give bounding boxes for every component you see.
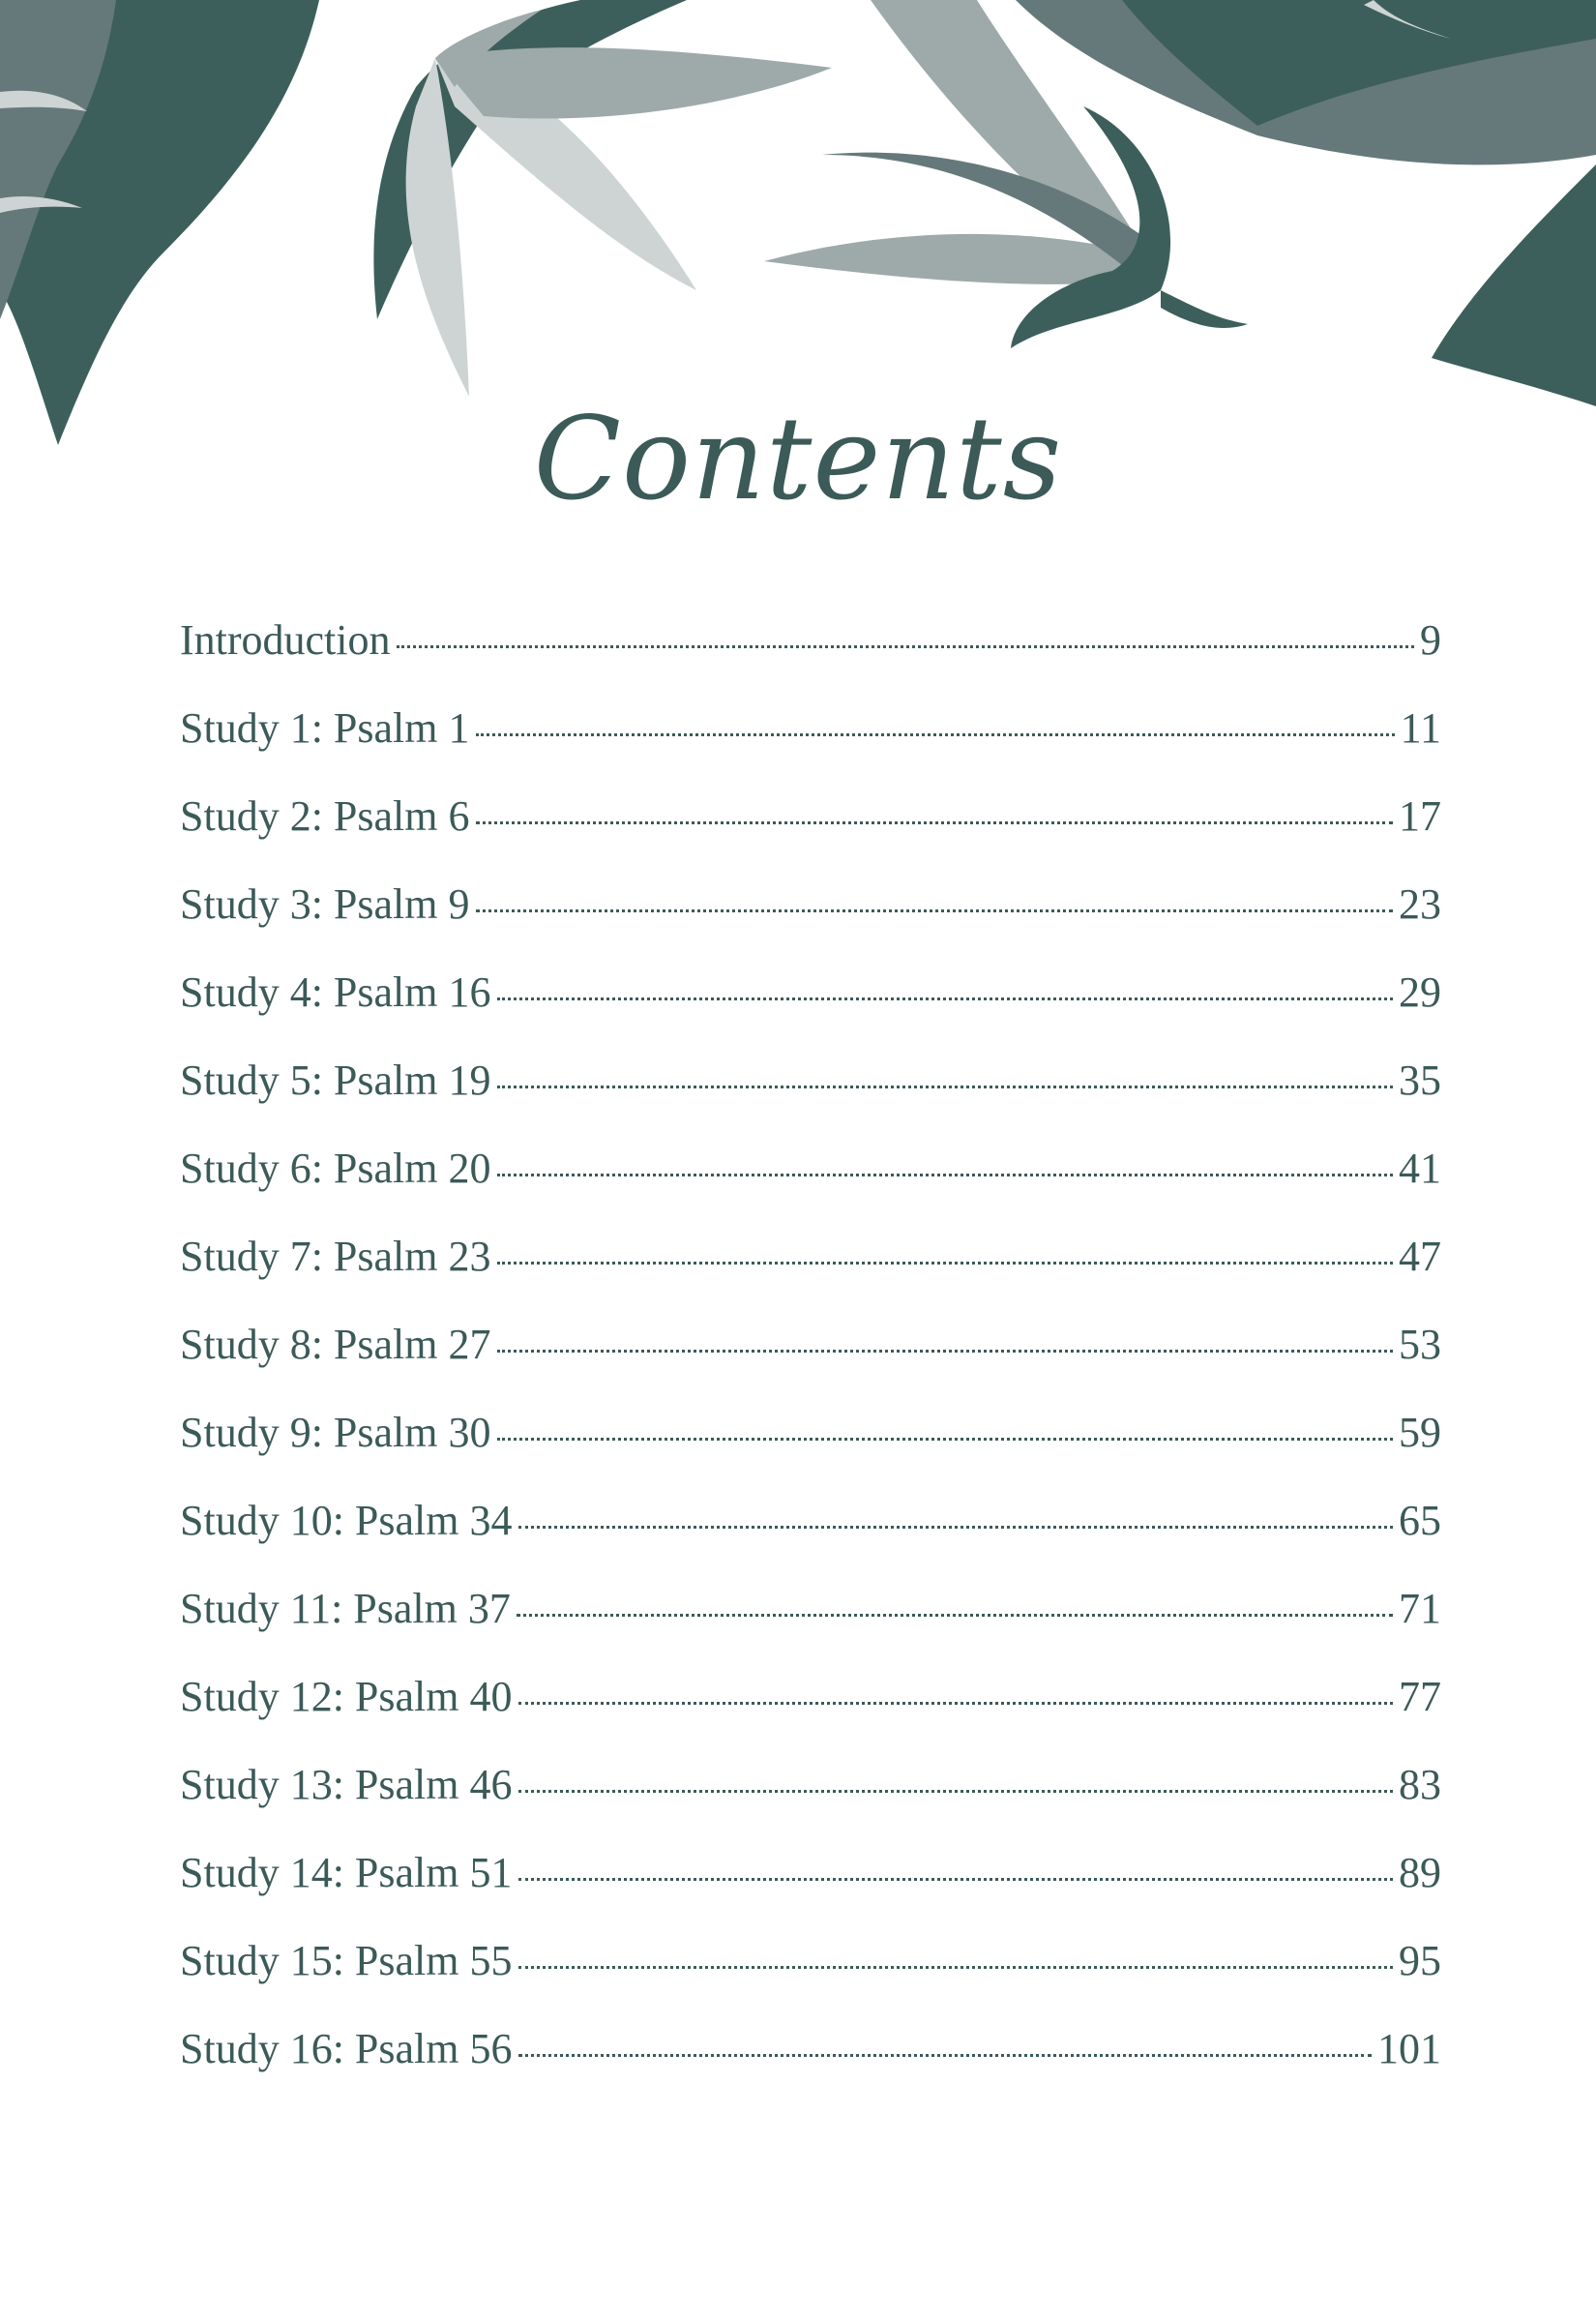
toc-entry-label: Study 16: Psalm 56 bbox=[180, 2025, 513, 2072]
toc-entry-page-number: 23 bbox=[1399, 880, 1441, 928]
toc-entry bbox=[180, 1673, 1441, 1764]
toc-entry bbox=[180, 1761, 1441, 1852]
petal-right-2 bbox=[764, 234, 1141, 284]
petal-light-3 bbox=[435, 47, 832, 118]
toc-entry-page-number: 11 bbox=[1400, 704, 1441, 752]
toc-entry-page-number: 83 bbox=[1399, 1761, 1441, 1808]
toc-dot-leader bbox=[497, 997, 1394, 1000]
botanical-leaves-icon bbox=[0, 0, 1596, 455]
toc-dot-leader bbox=[497, 1174, 1394, 1176]
toc-entry-page-number: 65 bbox=[1399, 1497, 1441, 1544]
toc-dot-leader bbox=[518, 1878, 1394, 1881]
toc-entry-label: Study 14: Psalm 51 bbox=[180, 1849, 513, 1896]
page-title: Contents bbox=[533, 392, 1063, 525]
toc-entry bbox=[180, 1497, 1441, 1588]
toc-entry-label: Study 4: Psalm 16 bbox=[180, 968, 491, 1016]
toc-entry-label: Study 11: Psalm 37 bbox=[180, 1585, 511, 1632]
toc-entry bbox=[180, 1937, 1441, 2028]
toc-dot-leader bbox=[518, 2054, 1373, 2057]
toc-dot-leader bbox=[518, 1790, 1394, 1793]
toc-entry-page-number: 101 bbox=[1377, 2025, 1441, 2072]
table-of-contents bbox=[180, 616, 1441, 2116]
toc-entry bbox=[180, 880, 1441, 971]
toc-entry-page-number: 17 bbox=[1399, 792, 1441, 840]
toc-dot-leader bbox=[397, 645, 1414, 648]
toc-entry-label: Study 3: Psalm 9 bbox=[180, 880, 470, 928]
toc-entry-label: Study 8: Psalm 27 bbox=[180, 1321, 491, 1368]
toc-entry bbox=[180, 704, 1441, 795]
toc-entry-label: Study 6: Psalm 20 bbox=[180, 1145, 491, 1192]
toc-entry-page-number: 59 bbox=[1399, 1409, 1441, 1456]
toc-entry-page-number: 89 bbox=[1399, 1849, 1441, 1896]
toc-dot-leader bbox=[497, 1086, 1394, 1088]
toc-entry bbox=[180, 2025, 1441, 2116]
toc-entry-page-number: 95 bbox=[1399, 1937, 1441, 1984]
toc-dot-leader bbox=[518, 1702, 1394, 1705]
toc-entry bbox=[180, 792, 1441, 883]
toc-entry-label: Study 9: Psalm 30 bbox=[180, 1409, 491, 1456]
toc-entry-label: Study 2: Psalm 6 bbox=[180, 792, 470, 840]
toc-entry-page-number: 29 bbox=[1399, 968, 1441, 1016]
toc-entry bbox=[180, 1147, 1441, 1235]
toc-entry-page-number: 41 bbox=[1399, 1145, 1441, 1192]
leaf-right-dark-tip bbox=[1161, 290, 1248, 328]
toc-entry-label: Study 7: Psalm 23 bbox=[180, 1233, 491, 1280]
toc-entry bbox=[180, 1409, 1441, 1500]
toc-entry-page-number: 77 bbox=[1399, 1673, 1441, 1720]
toc-entry-label: Study 5: Psalm 19 bbox=[180, 1057, 491, 1104]
toc-dot-leader bbox=[497, 1438, 1394, 1441]
toc-dot-leader bbox=[476, 821, 1394, 824]
toc-entry-page-number: 9 bbox=[1420, 616, 1441, 664]
toc-entry bbox=[180, 1585, 1441, 1676]
toc-entry bbox=[180, 1321, 1441, 1412]
toc-entry bbox=[180, 968, 1441, 1059]
toc-dot-leader bbox=[497, 1350, 1394, 1353]
toc-dot-leader bbox=[476, 909, 1394, 912]
toc-dot-leader bbox=[517, 1614, 1393, 1617]
toc-entry bbox=[180, 616, 1441, 707]
toc-dot-leader bbox=[476, 733, 1395, 736]
toc-dot-leader bbox=[518, 1966, 1394, 1969]
toc-entry-label: Study 13: Psalm 46 bbox=[180, 1761, 513, 1808]
toc-dot-leader bbox=[518, 1526, 1394, 1529]
leaf-farright-dark bbox=[1432, 164, 1596, 406]
toc-entry-label: Study 15: Psalm 55 bbox=[180, 1937, 513, 1984]
toc-dot-leader bbox=[497, 1262, 1394, 1265]
toc-entry-page-number: 47 bbox=[1399, 1233, 1441, 1280]
toc-entry-label: Introduction bbox=[180, 616, 391, 664]
toc-entry bbox=[180, 1059, 1441, 1147]
toc-entry-label: Study 10: Psalm 34 bbox=[180, 1497, 513, 1544]
toc-entry-page-number: 35 bbox=[1399, 1057, 1441, 1104]
toc-entry-page-number: 53 bbox=[1399, 1321, 1441, 1368]
toc-entry bbox=[180, 1235, 1441, 1324]
toc-entry bbox=[180, 1849, 1441, 1940]
toc-entry-page-number: 71 bbox=[1399, 1585, 1441, 1632]
toc-entry-label: Study 1: Psalm 1 bbox=[180, 704, 470, 752]
toc-entry-label: Study 12: Psalm 40 bbox=[180, 1673, 513, 1720]
